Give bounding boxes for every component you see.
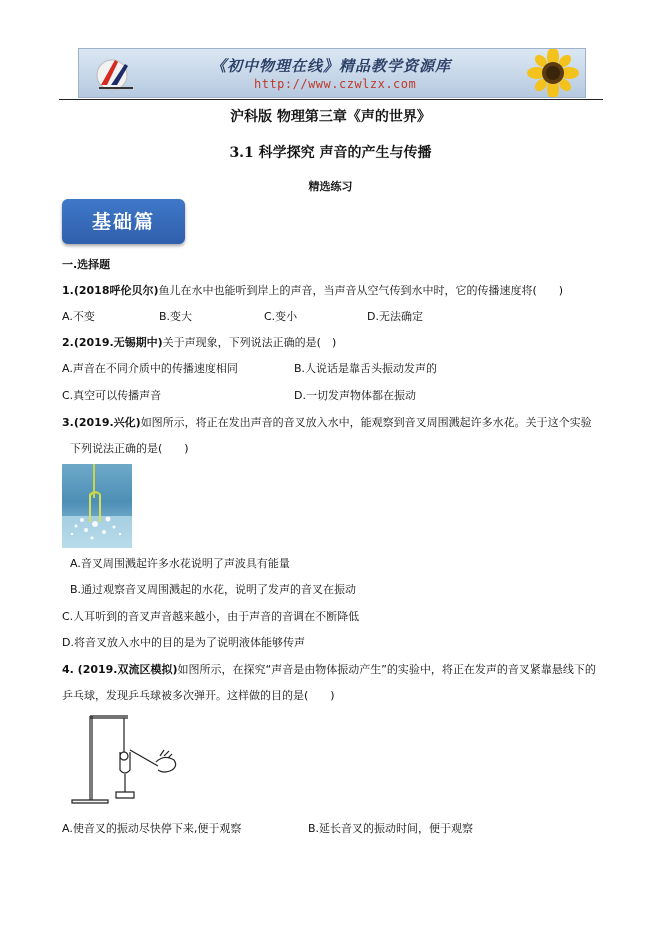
q1-option-c: C.变小 <box>264 310 298 323</box>
document-title: 沪科版 物理第三章《声的世界》 <box>230 109 431 125</box>
q3-option-b: B.通过观察音叉周围溅起的水花，说明了发声的音叉在振动 <box>70 583 357 596</box>
q3-option-d: D.将音叉放入水中的目的是为了说明液体能够传声 <box>62 636 305 649</box>
tuning-fork-water-photo <box>62 464 132 548</box>
question-3 <box>62 416 592 430</box>
q3-option-c: C.人耳听到的音叉声音越来越小，由于声音的音调在不断降低 <box>62 610 360 623</box>
document-subtitle: 精选练习 <box>308 180 353 193</box>
q2-option-a: A.声音在不同介质中的传播速度相同 <box>62 362 238 375</box>
q1-option-a: A.不变 <box>62 310 95 323</box>
level-badge-label: 基础篇 <box>91 211 155 233</box>
q2-option-c: C.真空可以传播声音 <box>62 389 162 402</box>
question-2-stem: 关于声现象，下列说法正确的是( ) <box>162 336 337 349</box>
question-2 <box>62 336 336 350</box>
q3-option-a: A.音叉周围溅起许多水花说明了声波具有能量 <box>70 557 290 570</box>
q4-option-a: A.使音叉的振动尽快停下来,便于观察 <box>62 822 242 835</box>
question-3-stem-line2: 下列说法正确的是( ) <box>70 442 189 455</box>
banner-url: http://www.czwlzx.com <box>254 77 417 91</box>
q2-option-d: D.一切发声物体都在振动 <box>294 389 416 402</box>
q1-option-d: D.无法确定 <box>367 310 423 323</box>
q1-option-b: B.变大 <box>159 310 193 323</box>
question-1-stem: 鱼儿在水中也能听到岸上的声音，当声音从空气传到水中时，它的传播速度将( ) <box>158 284 564 297</box>
question-3-source: 3.(2019.兴化) <box>62 416 141 429</box>
question-3-stem: 如图所示，将正在发出声音的音叉放入水中，能观察到音叉周围溅起许多水花。关于这个实验 <box>140 416 592 429</box>
question-4-stem: 如图所示，在探究“声音是由物体振动产生”的实验中，将正在发声的音叉紧靠悬线下的 <box>177 663 596 676</box>
question-2-source: 2.(2019.无锡期中) <box>62 336 163 349</box>
banner-title: 《初中物理在线》精品教学资源库 <box>211 57 452 75</box>
sunflower-icon <box>511 49 581 97</box>
tuning-fork-water-icon <box>62 464 132 548</box>
section-heading: 一.选择题 <box>62 258 111 271</box>
question-4 <box>62 663 596 677</box>
header-banner <box>78 48 586 98</box>
question-1 <box>62 284 563 298</box>
site-logo-icon <box>93 54 153 92</box>
question-4-stem-line2: 乒乓球，发现乒乓球被多次弹开。这样做的目的是( ) <box>62 689 335 702</box>
q4-option-b: B.延长音叉的振动时间，便于观察 <box>308 822 474 835</box>
question-4-source: 4. (2019.双流区模拟) <box>62 663 178 676</box>
level-badge <box>62 199 185 244</box>
question-1-source: 1.(2018呼伦贝尔) <box>62 284 159 297</box>
section-title: 3.1 科学探究 声音的产生与传播 <box>229 145 432 161</box>
pendulum-apparatus-diagram <box>64 712 188 804</box>
q2-option-b: B.人说话是靠舌头振动发声的 <box>294 362 438 375</box>
header-divider <box>59 99 603 100</box>
